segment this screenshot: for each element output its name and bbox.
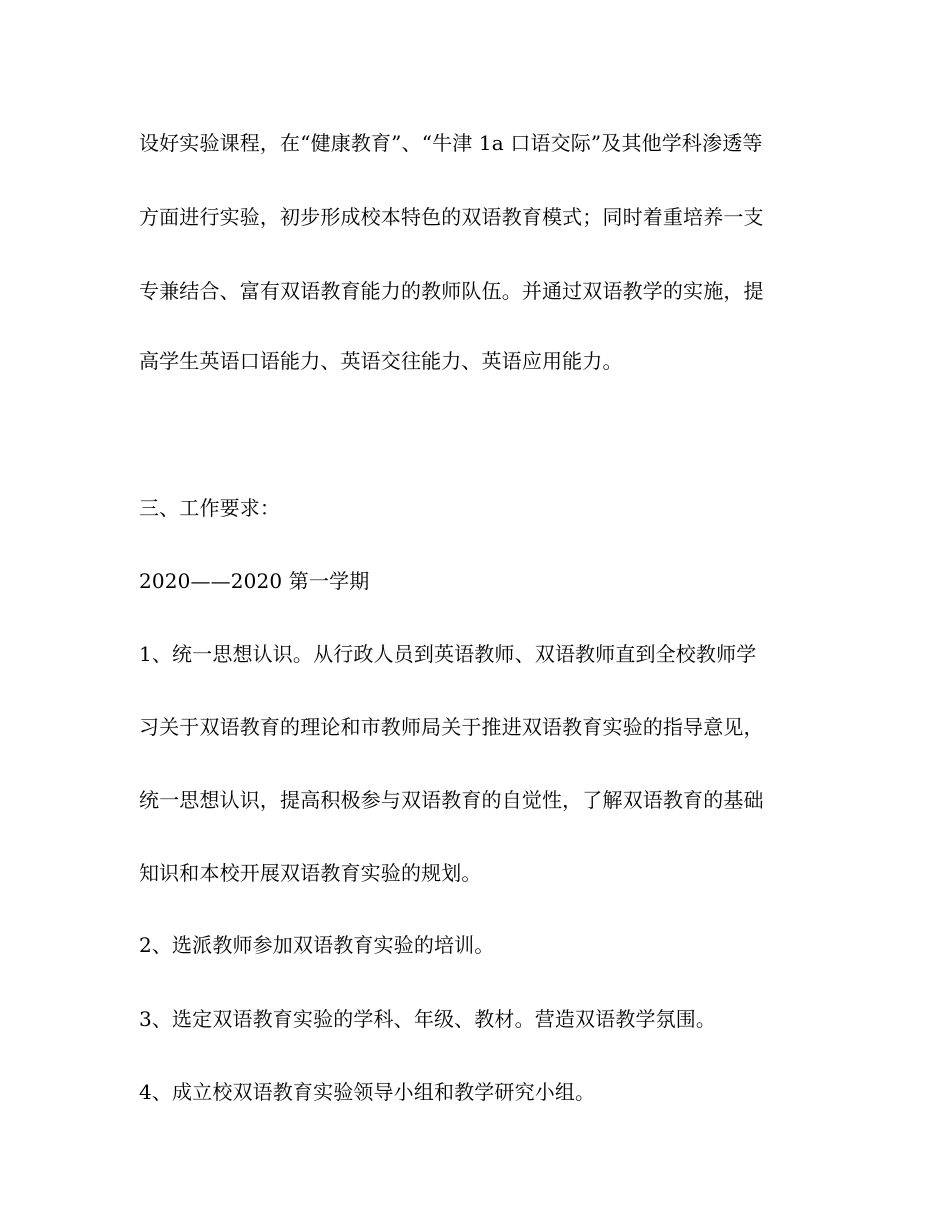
- list-item-line: 统一思想认识，提高积极参与双语教育的自觉性，了解双语教育的基础: [139, 788, 764, 812]
- list-item-line: 习关于双语教育的理论和市教师局关于推进双语教育实验的指导意见，: [139, 715, 764, 739]
- paragraph-line: 高学生英语口语能力、英语交往能力、英语应用能力。: [139, 349, 623, 373]
- paragraph-line: 专兼结合、富有双语教育能力的教师队伍。并通过双语教学的实施，提: [139, 279, 764, 303]
- list-item: 4、成立校双语教育实验领导小组和教学研究小组。: [139, 1080, 596, 1104]
- list-item: 2、选派教师参加双语教育实验的培训。: [139, 933, 495, 957]
- paragraph-line: 方面进行实验，初步形成校本特色的双语教育模式；同时着重培养一支: [139, 205, 764, 229]
- list-item-line: 知识和本校开展双语教育实验的规划。: [139, 861, 482, 885]
- term-heading: 2020——2020 第一学期: [139, 569, 370, 593]
- section-heading: 三、工作要求：: [139, 496, 281, 520]
- list-item-line: 1、统一思想认识。从行政人员到英语教师、双语教师直到全校教师学: [139, 642, 757, 666]
- paragraph-line: 设好实验课程，在“健康教育”、“牛津 1a 口语交际”及其他学科渗透等: [139, 131, 763, 155]
- list-item: 3、选定双语教育实验的学科、年级、教材。营造双语教学氛围。: [139, 1007, 717, 1031]
